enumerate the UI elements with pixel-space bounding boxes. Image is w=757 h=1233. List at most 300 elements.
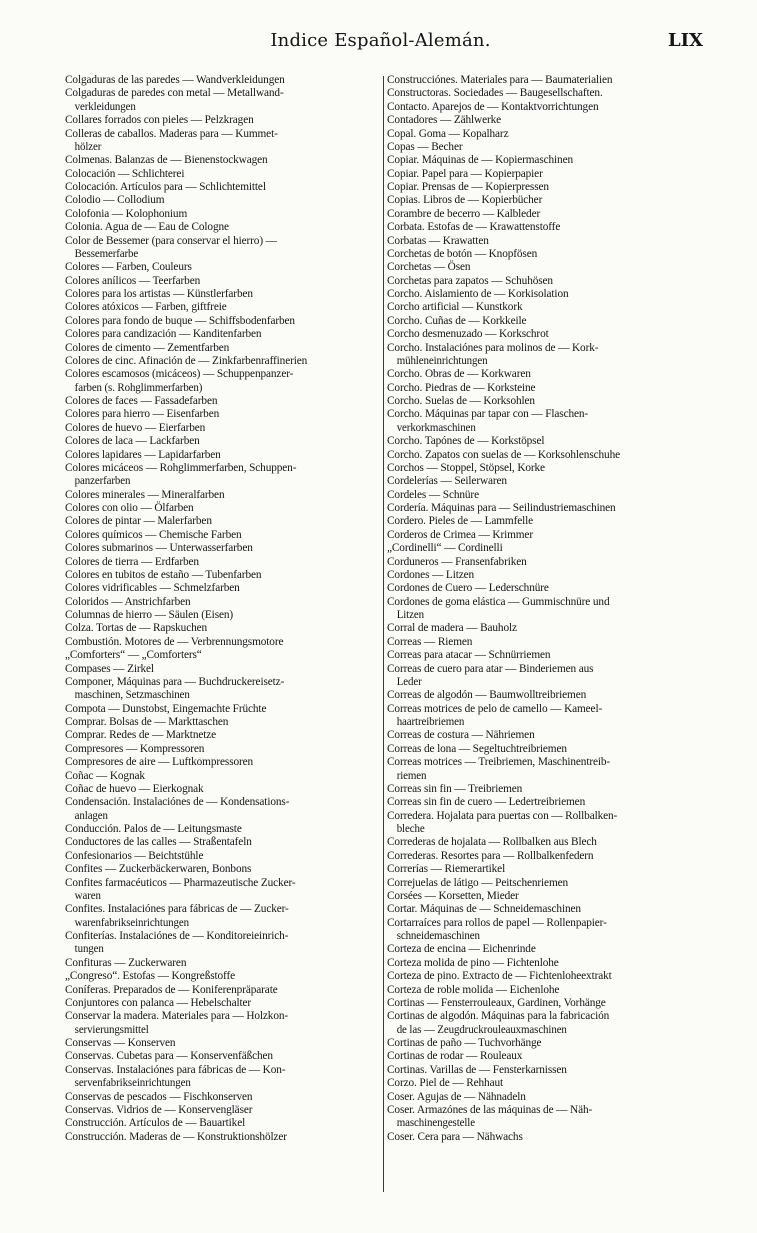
entry-line: Constructoras. Sociedades — Baugesellschaften.	[387, 87, 603, 100]
entry-line: Corchetas — Ösen	[387, 261, 471, 274]
index-entry	[65, 208, 380, 221]
entry-continuation: haartreibriemen	[396, 716, 465, 728]
entry-line: Conductores de las calles — Straßentafeln	[65, 836, 252, 849]
index-entry	[387, 489, 705, 502]
entry-line: Corteza de roble molida — Eichenlohe	[387, 983, 560, 996]
entry-line: Corteza de pino. Extracto de — Fichtenloheextrakt	[387, 970, 612, 983]
index-entry	[65, 87, 380, 114]
index-entry	[65, 315, 380, 328]
entry-line: Colocación. Artículos para — Schlichtemittel	[65, 181, 266, 193]
entry-line: Correas de cuero para atar — Binderiemen aus	[387, 662, 594, 675]
entry-line: Cordones de goma elástica — Gummischnüre und	[387, 595, 610, 608]
entry-line: Corderos de Crimea — Krimmer	[387, 528, 533, 541]
entry-line: „Cordinelli“ — Cordinelli	[387, 542, 503, 555]
index-entry	[65, 529, 380, 542]
index-entry	[387, 703, 705, 730]
index-entry	[387, 449, 705, 462]
index-entry	[387, 275, 705, 288]
entry-line: Confituras — Zuckerwaren	[65, 956, 187, 969]
entry-line: Correderas. Resortes para — Rollbalkenfedern	[387, 849, 594, 862]
entry-line: Corcho. Tapónes de — Korkstöpsel	[387, 435, 545, 448]
index-entry	[387, 181, 705, 194]
entry-line: Colores lapidares — Lapidarfarben	[65, 448, 221, 461]
index-entry	[387, 435, 705, 448]
entry-line: Colores vidrificables — Schmelzfarben	[65, 582, 240, 595]
index-entry	[387, 288, 705, 301]
entry-line: Corteza de encina — Eichenrinde	[387, 943, 536, 956]
entry-line: Colocación — Schlichterei	[65, 167, 185, 180]
entry-line: Corcho. Aislamiento de — Korkisolation	[387, 288, 569, 300]
index-entry	[387, 756, 705, 783]
index-entry	[65, 957, 380, 970]
entry-continuation: hölzer	[74, 140, 102, 153]
index-entry	[387, 810, 705, 837]
entry-line: Cordería. Máquinas para — Seilindustriemaschinen	[387, 502, 616, 514]
index-entry	[387, 502, 705, 515]
index-entry	[65, 288, 380, 301]
index-entry	[387, 1010, 705, 1037]
entry-line: Construcciónes. Materiales para — Baumaterialien	[387, 74, 613, 86]
entry-line: Cortinas — Fensterrouleaux, Gardinen, Vorhänge	[387, 996, 606, 1009]
entry-line: Colores de huevo — Eierfarben	[65, 421, 206, 434]
index-entry	[65, 582, 380, 595]
index-entry	[387, 997, 705, 1010]
entry-line: Correas motrices de pelo de camello — Kameel-	[387, 702, 603, 715]
entry-line: Corsées — Korsetten, Mieder	[387, 889, 519, 902]
index-entry	[65, 422, 380, 435]
entry-line: Conservas — Konserven	[65, 1037, 176, 1049]
index-entry	[387, 221, 705, 234]
index-entry	[387, 836, 705, 849]
index-entry	[387, 168, 705, 181]
entry-line: Corcho. Instalaciónes para molinos de — Kork-	[387, 341, 599, 354]
column-divider	[383, 76, 384, 1192]
entry-line: Corredera. Hojalata para puertas con — Rollbalken-	[387, 809, 618, 822]
entry-line: Coñac — Kognak	[65, 769, 145, 782]
entry-continuation: riemen	[396, 769, 427, 782]
entry-line: Confites — Zuckerbäckerwaren, Bonbons	[65, 863, 252, 876]
entry-line: Colores químicos — Chemische Farben	[65, 528, 242, 541]
entry-continuation: verkorkmaschinen	[396, 421, 476, 434]
entry-line: Colleras de caballos. Maderas para — Kummet-	[65, 127, 278, 140]
index-entry	[65, 168, 380, 181]
index-entry	[387, 154, 705, 167]
index-entry	[387, 1064, 705, 1077]
entry-line: Combustión. Motores de — Verbrennungsmotore	[65, 635, 284, 648]
entry-line: Colodio — Collodium	[65, 194, 165, 207]
entry-line: Componer, Máquinas para — Buchdruckereisetz-	[65, 675, 285, 688]
index-entry	[65, 556, 380, 569]
entry-line: Cortinas. Varillas de — Fensterkarnissen	[387, 1063, 567, 1076]
entry-line: Color de Bessemer (para conservar el hierro) —	[65, 234, 277, 247]
page-header	[58, 28, 703, 58]
entry-continuation: panzerfarben	[74, 475, 131, 488]
index-entry	[387, 529, 705, 542]
entry-line: Colores para candización — Kanditenfarben	[65, 328, 262, 341]
index-entry	[65, 221, 380, 234]
entry-continuation: maschinen, Setzmaschinen	[74, 689, 190, 702]
index-entry	[65, 596, 380, 609]
index-entry	[65, 261, 380, 274]
entry-line: „Comforters“ — „Comforters“	[65, 649, 202, 662]
entry-continuation: bleche	[396, 823, 425, 835]
entry-line: Corcho. Zapatos con suelas de — Korksohlenschuhe	[387, 448, 620, 461]
entry-line: Cordero. Pieles de — Lammfelle	[387, 515, 534, 528]
index-entry	[387, 248, 705, 261]
index-entry	[387, 1050, 705, 1063]
entry-line: Copal. Goma — Kopalharz	[387, 127, 509, 140]
index-entry	[65, 342, 380, 355]
entry-line: Copiar. Papel para — Kopierpapier	[387, 167, 543, 180]
entry-line: Corcho desmenuzado — Korkschrot	[387, 328, 549, 341]
entry-continuation: farben (s. Rohglimmerfarben)	[74, 381, 203, 394]
index-entry	[65, 930, 380, 957]
index-entry	[65, 395, 380, 408]
index-entry	[387, 194, 705, 207]
entry-line: Cordelerías — Seilerwaren	[387, 475, 507, 488]
entry-line: Corbata. Estofas de — Krawattenstoffe	[387, 221, 561, 234]
entry-line: Cortarraíces para rollos de papel — Rollenpapier-	[387, 916, 607, 929]
entry-line: Coñac de huevo — Eierkognak	[65, 782, 204, 795]
index-entry	[65, 194, 380, 207]
index-entry	[387, 141, 705, 154]
entry-line: Colores micáceos — Rohglimmerfarben, Schuppen-	[65, 461, 297, 474]
entry-line: Copiar. Prensas de — Kopierpressen	[387, 181, 549, 193]
index-entry	[387, 542, 705, 555]
entry-line: Colores submarinos — Unterwasserfarben	[65, 542, 253, 555]
entry-line: Conducción. Palos de — Leitungsmaste	[65, 823, 242, 835]
entry-line: Contacto. Aparejos de — Kontaktvorrichtungen	[387, 100, 599, 113]
entry-line: Colores escamosos (micáceos) — Schuppenpanzer-	[65, 368, 294, 381]
index-entry	[387, 395, 705, 408]
entry-line: Conservar la madera. Materiales para — Holzkon-	[65, 1010, 289, 1023]
entry-line: Conservas. Cubetas para — Konservenfäßchen	[65, 1050, 273, 1063]
index-entry	[387, 622, 705, 635]
index-entry	[65, 903, 380, 930]
entry-line: Corchetas de botón — Knopfösen	[387, 247, 538, 260]
index-entry	[387, 475, 705, 488]
index-entry	[65, 970, 380, 983]
index-entry	[65, 462, 380, 489]
index-entry	[387, 877, 705, 890]
entry-line: Corcho. Obras de — Korkwaren	[387, 368, 531, 381]
index-entry	[65, 703, 380, 716]
entry-continuation: Litzen	[396, 609, 424, 621]
index-entry	[387, 917, 705, 944]
index-entry	[387, 328, 705, 341]
entry-continuation: Bessemerfarbe	[74, 247, 139, 260]
page-number: LIX	[667, 30, 703, 51]
right-column	[387, 74, 705, 1192]
entry-line: Compresores de aire — Luftkompressoren	[65, 756, 254, 769]
index-entry	[65, 515, 380, 528]
entry-line: Colores minerales — Mineralfarben	[65, 488, 225, 501]
index-entry	[65, 609, 380, 622]
entry-line: Correas sin fin — Treibriemen	[387, 782, 523, 795]
index-entry	[65, 984, 380, 997]
entry-line: Corzo. Piel de — Rehhaut	[387, 1077, 504, 1090]
index-entry	[65, 756, 380, 769]
index-entry	[65, 1117, 380, 1130]
index-entry	[387, 342, 705, 369]
entry-line: Compresores — Kompressoren	[65, 742, 205, 755]
index-entry	[65, 770, 380, 783]
entry-line: Confites. Instalaciónes para fábricas de — Zucker-	[65, 903, 289, 916]
index-entry	[387, 863, 705, 876]
entry-line: Colores de pintar — Malerfarben	[65, 515, 212, 528]
entry-line: Colores atóxicos — Farben, giftfreie	[65, 301, 227, 314]
index-entry	[387, 301, 705, 314]
index-entry	[65, 449, 380, 462]
entry-continuation: servierungsmittel	[74, 1023, 149, 1036]
index-entry	[65, 1050, 380, 1063]
entry-line: Corral de madera — Bauholz	[387, 622, 517, 635]
entry-line: Colofonia — Kolophonium	[65, 207, 188, 220]
entry-line: Contadores — Zählwerke	[387, 114, 502, 127]
entry-line: Correjuelas de látigo — Peitschenriemen	[387, 876, 569, 889]
index-entry	[387, 649, 705, 662]
index-entry	[387, 515, 705, 528]
index-entry	[65, 502, 380, 515]
index-entry	[387, 1091, 705, 1104]
entry-line: Comprar. Redes de — Marktnetze	[65, 729, 217, 742]
index-entry	[65, 863, 380, 876]
page-title: Indice Español-Alemán.	[270, 30, 491, 51]
index-entry	[65, 408, 380, 421]
index-entry	[65, 783, 380, 796]
index-entry	[387, 235, 705, 248]
entry-continuation: verkleidungen	[74, 100, 136, 113]
index-entry	[65, 1064, 380, 1091]
entry-continuation: Leder	[396, 675, 422, 688]
entry-line: Comprar. Bolsas de — Markttaschen	[65, 716, 229, 728]
entry-line: Colores anílicos — Teerfarben	[65, 274, 201, 287]
entry-line: Corcho. Suelas de — Korksohlen	[387, 395, 535, 407]
entry-line: Colores de laca — Lackfarben	[65, 435, 200, 448]
entry-line: Correas — Riemen	[387, 635, 473, 648]
index-entry	[387, 462, 705, 475]
index-entry	[65, 649, 380, 662]
index-entry	[65, 1091, 380, 1104]
entry-line: Coser. Agujas de — Nähnadeln	[387, 1090, 526, 1103]
entry-continuation: warenfabrikseinrichtungen	[74, 916, 189, 929]
entry-continuation: de las — Zeugdruckrouleauxmaschinen	[396, 1023, 567, 1036]
entry-line: Copas — Becher	[387, 140, 463, 153]
index-entry	[65, 542, 380, 555]
entry-line: Coloridos — Anstrichfarben	[65, 595, 191, 608]
index-entry	[65, 877, 380, 904]
entry-line: Correas motrices — Treibriemen, Maschinentreib-	[387, 756, 611, 769]
index-entry	[65, 997, 380, 1010]
entry-line: Colores de cimento — Zementfarben	[65, 341, 230, 354]
entry-line: Colores con olio — Ölfarben	[65, 502, 194, 514]
entry-line: Colgaduras de paredes con metal — Metallwand-	[65, 87, 284, 100]
left-column	[65, 74, 380, 1192]
entry-line: Corduneros — Fransenfabriken	[387, 555, 527, 568]
entry-line: Condensación. Instalaciónes de — Kondensations-	[65, 796, 290, 809]
entry-line: Correas sin fin de cuero — Ledertreibriemen	[387, 796, 586, 809]
entry-line: Confiterías. Instalaciónes de — Konditoreieinrich-	[65, 930, 289, 942]
index-entry	[387, 368, 705, 381]
index-entry	[65, 796, 380, 823]
entry-continuation: anlagen	[74, 809, 108, 822]
index-entry	[65, 114, 380, 127]
entry-line: Correrías — Riemerartikel	[387, 863, 506, 876]
entry-line: Corteza molida de pino — Fichtenlohe	[387, 956, 559, 969]
entry-line: Colores de cinc. Afinación de — Zinkfarbenraffinerien	[65, 354, 308, 367]
entry-line: Corcho. Piedras de — Korksteine	[387, 381, 536, 394]
entry-line: Compota — Dunstobst, Eingemachte Früchte	[65, 702, 267, 715]
entry-line: Correas para atacar — Schnürriemen	[387, 649, 551, 662]
entry-line: Corbatas — Krawatten	[387, 234, 489, 247]
index-entry	[387, 729, 705, 742]
entry-line: Corchos — Stoppel, Stöpsel, Korke	[387, 461, 545, 474]
entry-line: Coser. Armazónes de las máquinas de — Näh-	[387, 1103, 593, 1116]
entry-continuation: waren	[74, 889, 101, 902]
index-entry	[387, 87, 705, 100]
entry-line: Construcción. Artículos de — Bauartikel	[65, 1117, 246, 1130]
index-entry	[65, 663, 380, 676]
entry-line: Corcho artificial — Kunstkork	[387, 301, 523, 314]
index-entry	[387, 957, 705, 970]
index-entry	[387, 970, 705, 983]
entry-line: Cortinas de rodar — Rouleaux	[387, 1050, 523, 1063]
entry-line: Colores de tierra — Erdfarben	[65, 555, 199, 568]
entry-line: Confites farmacéuticos — Pharmazeutische Zucker-	[65, 876, 296, 889]
index-entry	[65, 435, 380, 448]
index-entry	[65, 636, 380, 649]
index-entry	[65, 275, 380, 288]
entry-line: Corambre de becerro — Kalbleder	[387, 207, 541, 220]
index-entry	[387, 1131, 705, 1144]
index-entry	[65, 368, 380, 395]
index-entry	[65, 823, 380, 836]
index-entry	[387, 783, 705, 796]
index-entry	[65, 1037, 380, 1050]
index-entry	[65, 729, 380, 742]
index-entry	[387, 689, 705, 702]
entry-line: Colmenas. Balanzas de — Bienenstockwagen	[65, 154, 268, 167]
index-entry	[387, 74, 705, 87]
entry-line: Columnas de hierro — Säulen (Eisen)	[65, 609, 234, 621]
index-entry	[387, 636, 705, 649]
entry-line: Conjuntores con palanca — Hebelschalter	[65, 996, 252, 1009]
entry-line: Copias. Libros de — Kopierbücher	[387, 194, 543, 207]
index-entry	[387, 556, 705, 569]
index-entry	[387, 890, 705, 903]
index-entry	[387, 569, 705, 582]
index-entry	[65, 74, 380, 87]
index-entry	[387, 663, 705, 690]
entry-line: Coser. Cera para — Nähwachs	[387, 1130, 523, 1143]
entry-line: Corcho. Máquinas par tapar con — Flaschen-	[387, 408, 589, 421]
index-entry	[387, 208, 705, 221]
entry-line: Colores para los artistas — Künstlerfarben	[65, 288, 253, 300]
index-entry	[65, 235, 380, 262]
index-entry	[387, 382, 705, 395]
index-entry	[387, 1037, 705, 1050]
entry-line: Correas de lona — Segeltuchtreibriemen	[387, 742, 567, 755]
entry-line: Correas de costura — Nähriemen	[387, 729, 535, 742]
entry-line: Colgaduras de las paredes — Wandverkleidungen	[65, 74, 285, 86]
index-entry	[387, 743, 705, 756]
entry-continuation: schneidemaschinen	[396, 930, 480, 942]
entry-line: Compases — Zirkel	[65, 662, 154, 675]
index-entry	[65, 328, 380, 341]
index-entry	[387, 114, 705, 127]
entry-line: Coníferas. Preparados de — Koniferenpräparate	[65, 983, 278, 996]
entry-line: Collares forrados con pieles — Pelzkragen	[65, 114, 254, 127]
entry-line: „Congreso“. Estofas — Kongreßstoffe	[65, 970, 236, 983]
entry-line: Colores para fondo de buque — Schiffsbodenfarben	[65, 314, 295, 327]
index-entry	[65, 489, 380, 502]
entry-line: Cortar. Máquinas de — Schneidemaschinen	[387, 903, 581, 916]
index-entry	[387, 408, 705, 435]
index-entry	[387, 101, 705, 114]
index-entry	[65, 154, 380, 167]
index-entry	[387, 582, 705, 595]
entry-line: Cordeles — Schnüre	[387, 488, 479, 501]
index-entry	[65, 1010, 380, 1037]
entry-line: Colores de faces — Fassadefarben	[65, 395, 218, 407]
entry-continuation: maschinengestelle	[396, 1117, 475, 1130]
entry-continuation: servenfabrikseinrichtungen	[74, 1077, 191, 1090]
entry-line: Correderas de hojalata — Rollbalken aus Blech	[387, 836, 597, 849]
index-entry	[65, 836, 380, 849]
entry-line: Colonia. Agua de — Eau de Cologne	[65, 221, 229, 234]
index-entry	[65, 181, 380, 194]
entry-line: Colores para hierro — Eisenfarben	[65, 408, 220, 421]
index-entry	[65, 569, 380, 582]
index-entry	[387, 128, 705, 141]
index-entry	[387, 261, 705, 274]
index-entry	[387, 903, 705, 916]
entry-line: Corchetas para zapatos — Schuhösen	[387, 274, 553, 287]
entry-line: Conservas. Instalaciónes para fábricas de — Kon-	[65, 1063, 286, 1076]
entry-line: Cortinas de algodón. Máquinas para la fabricación	[387, 1010, 610, 1023]
index-entry	[65, 743, 380, 756]
index-entry	[387, 984, 705, 997]
index-entry	[387, 796, 705, 809]
index-entry	[65, 1104, 380, 1117]
entry-line: Conservas de pescados — Fischkonserven	[65, 1090, 253, 1103]
entry-line: Cortinas de paño — Tuchvorhänge	[387, 1037, 542, 1049]
entry-line: Construcción. Maderas de — Konstruktionshölzer	[65, 1130, 287, 1143]
index-entry	[387, 315, 705, 328]
entry-line: Cordones — Litzen	[387, 568, 475, 581]
index-entry	[387, 1077, 705, 1090]
index-entry	[65, 676, 380, 703]
entry-line: Corcho. Cuñas de — Korkkeile	[387, 314, 527, 327]
index-entry	[65, 301, 380, 314]
entry-line: Copiar. Máquinas de — Kopiermaschinen	[387, 154, 573, 167]
index-entry	[65, 128, 380, 155]
index-entry	[65, 1131, 380, 1144]
entry-line: Colza. Tortas de — Rapskuchen	[65, 622, 208, 635]
entry-line: Cordones de Cuero — Lederschnüre	[387, 582, 549, 595]
index-entry	[65, 716, 380, 729]
entry-line: Colores — Farben, Couleurs	[65, 261, 192, 274]
entry-line: Colores en tubitos de estaño — Tubenfarben	[65, 568, 262, 581]
index-entry	[387, 1104, 705, 1131]
index-entry	[387, 943, 705, 956]
entry-line: Conservas. Vidrios de — Konservengläser	[65, 1103, 253, 1116]
entry-continuation: mühleneinrichtungen	[396, 354, 488, 367]
index-entry	[65, 355, 380, 368]
entry-continuation: tungen	[74, 943, 104, 956]
index-entry	[387, 850, 705, 863]
entry-line: Correas de algodón — Baumwolltreibriemen	[387, 689, 587, 702]
